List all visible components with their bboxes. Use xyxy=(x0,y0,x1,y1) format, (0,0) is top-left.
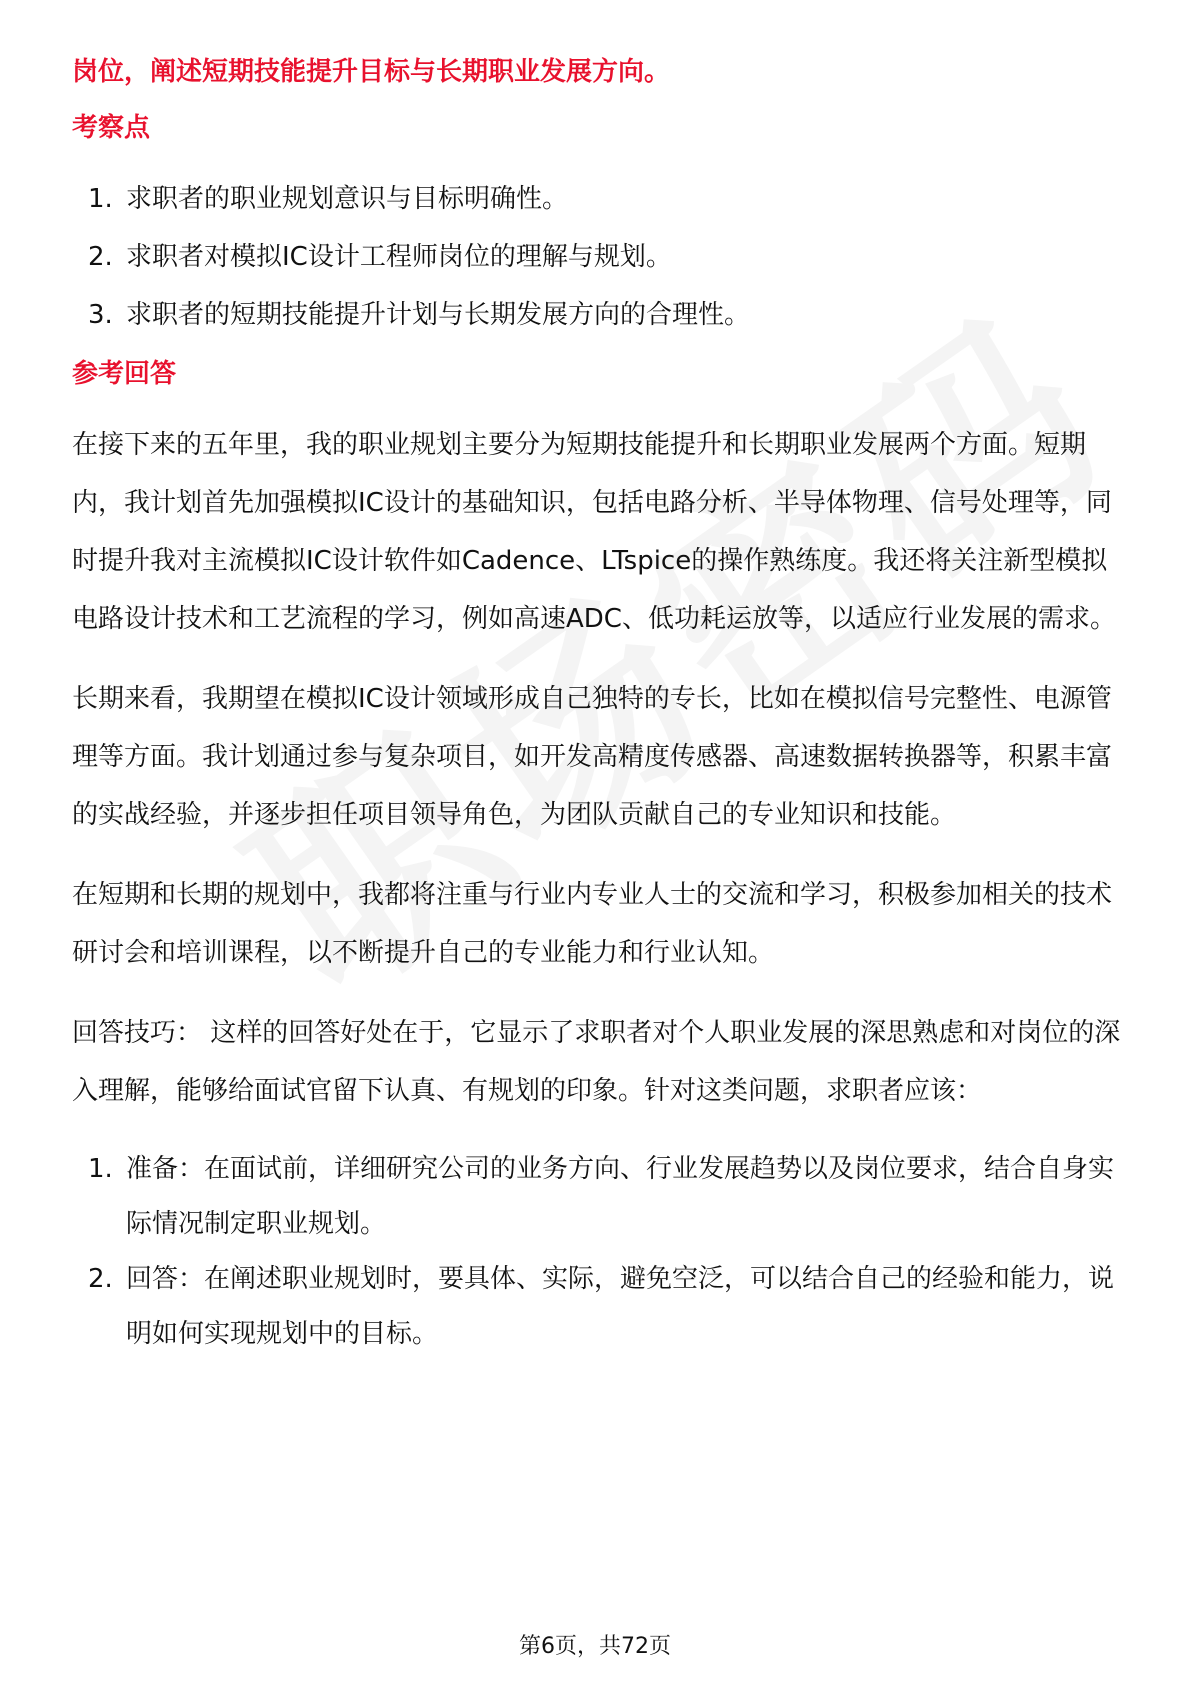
answer-paragraph: 在接下来的五年里，我的职业规划主要分为短期技能提升和长期职业发展两个方面。短期内，我计划首先加强模拟IC设计的基础知识，包括电路分析、半导体物理、信号处理等，同时提升我对主流模拟IC设计软件如Cadence、LTspice的操作熟练度。我还将关注新型模拟电路设计技术和工艺流程的学习，例如高速ADC、低功耗运放等，以适应行业发展的需求。 xyxy=(72,430,1116,634)
list-number: 2. xyxy=(88,1264,113,1294)
tips-list xyxy=(72,1142,1122,1362)
list-item-text: 求职者的短期技能提升计划与长期发展方向的合理性。 xyxy=(126,300,751,330)
list-item xyxy=(72,1252,1122,1362)
list-item-text: 准备：在面试前，详细研究公司的业务方向、行业发展趋势以及岗位要求，结合自身实际情况制定职业规划。 xyxy=(126,1154,1115,1239)
list-item xyxy=(72,170,1122,228)
tips-intro-paragraph: 回答技巧： 这样的回答好处在于，它显示了求职者对个人职业发展的深思熟虑和对岗位的深入理解，能够给面试官留下认真、有规划的印象。针对这类问题，求职者应该： xyxy=(72,1018,1121,1106)
points-list xyxy=(72,170,1122,344)
section-title-answer: 参考回答 xyxy=(72,359,177,389)
continued-heading: 岗位，阐述短期技能提升目标与长期职业发展方向。 xyxy=(72,57,671,87)
list-item-text: 求职者对模拟IC设计工程师岗位的理解与规划。 xyxy=(126,242,672,272)
list-item-text: 回答：在阐述职业规划时，要具体、实际，避免空泛，可以结合自己的经验和能力，说明如何实现规划中的目标。 xyxy=(126,1264,1115,1349)
list-number: 1. xyxy=(88,1154,113,1184)
answer-paragraph: 在短期和长期的规划中，我都将注重与行业内专业人士的交流和学习，积极参加相关的技术研讨会和培训课程，以不断提升自己的专业能力和行业认知。 xyxy=(72,880,1113,968)
list-item xyxy=(72,1142,1122,1252)
page-footer xyxy=(0,1632,1190,1662)
list-item xyxy=(72,228,1122,286)
list-number: 2. xyxy=(88,242,113,272)
section-title-points: 考察点 xyxy=(72,113,151,143)
list-number: 3. xyxy=(88,300,113,330)
page-number: 第6页，共72页 xyxy=(519,1634,671,1659)
list-item xyxy=(72,286,1122,344)
list-item-text: 求职者的职业规划意识与目标明确性。 xyxy=(126,184,569,214)
list-number: 1. xyxy=(88,184,113,214)
answer-paragraph: 长期来看，我期望在模拟IC设计领域形成自己独特的专长，比如在模拟信号完整性、电源管理等方面。我计划通过参与复杂项目，如开发高精度传感器、高速数据转换器等，积累丰富的实战经验，并逐步担任项目领导角色，为团队贡献自己的专业知识和技能。 xyxy=(72,684,1113,830)
page-content xyxy=(72,52,1122,1362)
